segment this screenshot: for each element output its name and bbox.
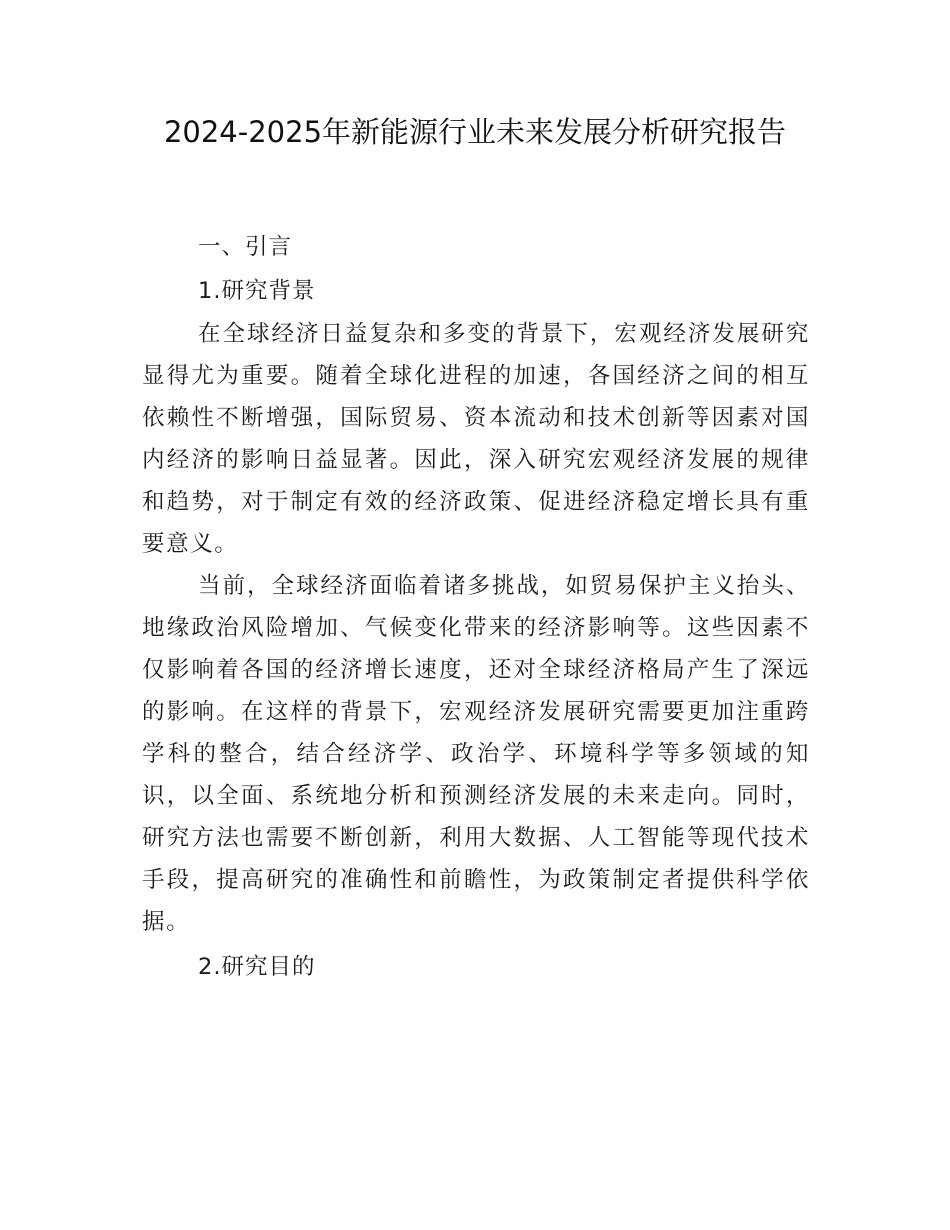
document-title: 2024-2025年新能源行业未来发展分析研究报告	[163, 115, 787, 149]
document-body	[142, 225, 810, 989]
subsection-heading-background: 1.研究背景	[198, 278, 316, 304]
section-heading-intro: 一、引言	[198, 234, 293, 260]
paragraph-background-1: 在全球经济日益复杂和多变的背景下，宏观经济发展研究显得尤为重要。随着全球化进程的加速，各国经济之间的相互依赖性不断增强，国际贸易、资本流动和技术创新等因素对国内经济的影响日益显著。因此，深入研究宏观经济发展的规律和趋势，对于制定有效的经济政策、促进经济稳定增长具有重要意义。	[142, 321, 810, 557]
subsection-heading-purpose: 2.研究目的	[198, 954, 316, 980]
paragraph-background-2: 当前，全球经济面临着诸多挑战，如贸易保护主义抬头、地缘政治风险增加、气候变化带来的经济影响等。这些因素不仅影响着各国的经济增长速度，还对全球经济格局产生了深远的影响。在这样的背景下，宏观经济发展研究需要更加注重跨学科的整合，结合经济学、政治学、环境科学等多领域的知识，以全面、系统地分析和预测经济发展的未来走向。同时，研究方法也需要不断创新，利用大数据、人工智能等现代技术手段，提高研究的准确性和前瞻性，为政策制定者提供科学依据。	[142, 573, 810, 935]
